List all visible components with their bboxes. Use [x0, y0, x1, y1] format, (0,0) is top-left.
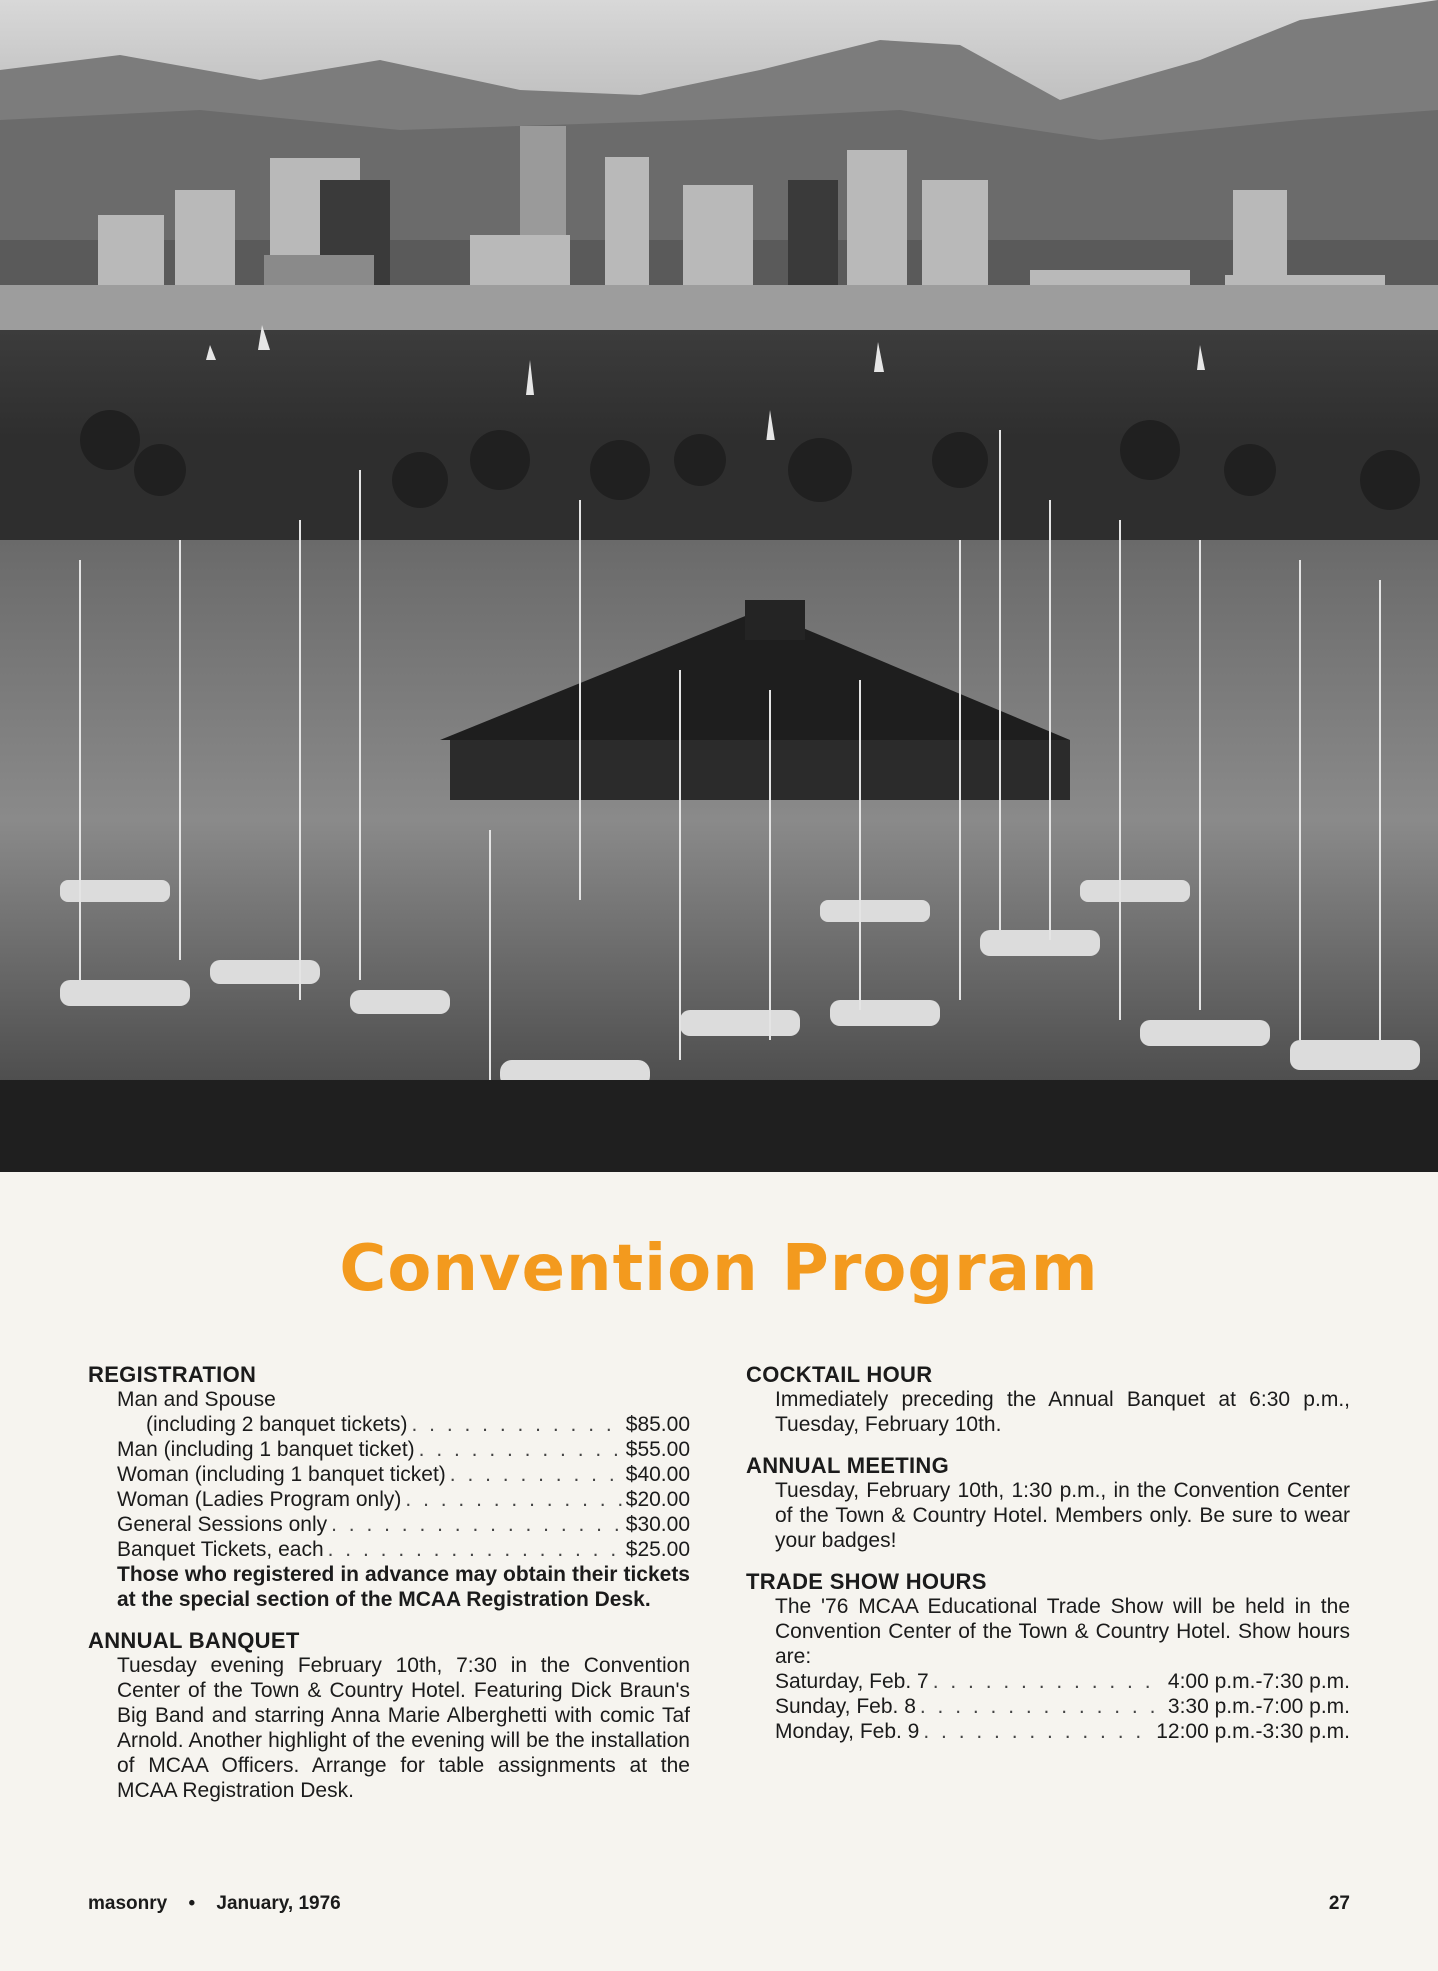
- annual-meeting-heading: ANNUAL MEETING: [746, 1453, 950, 1478]
- hours-row: Sunday, Feb. 8 . . . 3:30 p.m.-7:00 p.m.: [775, 1694, 1350, 1719]
- publication-name: masonry: [88, 1893, 168, 1914]
- price-row: Woman (Ladies Program only) . . . $20.00: [117, 1487, 690, 1512]
- price-row: Man (including 1 banquet ticket) . . . $55.00: [117, 1437, 690, 1462]
- registration-note: Those who registered in advance may obtain their tickets at the special section of the MCAA Registration Desk.: [117, 1563, 690, 1611]
- cocktail-hour-text: Immediately preceding the Annual Banquet at 6:30 p.m., Tuesday, February 10th.: [775, 1388, 1350, 1436]
- annual-meeting-text: Tuesday, February 10th, 1:30 p.m., in the Convention Center of the Town & Country Hotel. Members only. Be sure to wear your badges!: [775, 1479, 1350, 1552]
- cocktail-hour-heading: COCKTAIL HOUR: [746, 1362, 933, 1387]
- publication-date: January, 1976: [216, 1893, 341, 1914]
- man-spouse-label: Man and Spouse: [117, 1388, 276, 1411]
- price-row: Woman (including 1 banquet ticket) . . . $40.00: [117, 1462, 690, 1487]
- annual-banquet-section: [88, 1628, 690, 1803]
- page-title: Convention Program: [339, 1232, 1099, 1306]
- registration-section: [88, 1362, 690, 1612]
- hours-row: Monday, Feb. 9 . . . 12:00 p.m.-3:30 p.m.: [775, 1719, 1350, 1744]
- trade-show-section: [746, 1569, 1350, 1744]
- trade-show-text: The '76 MCAA Educational Trade Show will be held in the Convention Center of the Town & Country Hotel. Show hours are:: [775, 1595, 1350, 1668]
- annual-meeting-section: [746, 1453, 1350, 1553]
- price-row: Banquet Tickets, each . . . $25.00: [117, 1537, 690, 1562]
- annual-banquet-text: Tuesday evening February 10th, 7:30 in the Convention Center of the Town & Country Hotel. Featuring Dick Braun's Big Band and starring Anna Marie Alberghetti with comic Taf Arnold. Another highlight of the evening will be the installation of MCAA Officers. Arrange for table assignments at the MCAA Registration Desk.: [117, 1654, 690, 1802]
- footer-bullet: •: [188, 1893, 196, 1914]
- left-column: [88, 1362, 690, 1819]
- trade-show-heading: TRADE SHOW HOURS: [746, 1569, 987, 1594]
- footer-left: [88, 1893, 357, 1915]
- price-row: (including 2 banquet tickets) . . . $85.00: [117, 1412, 690, 1437]
- hours-row: Saturday, Feb. 7 . . . 4:00 p.m.-7:30 p.m.: [775, 1669, 1350, 1694]
- right-column: [746, 1362, 1350, 1760]
- registration-heading: REGISTRATION: [88, 1362, 257, 1387]
- registration-body: [88, 1387, 690, 1612]
- cocktail-hour-section: [746, 1362, 1350, 1437]
- trade-show-body: [746, 1594, 1350, 1744]
- annual-banquet-heading: ANNUAL BANQUET: [88, 1628, 300, 1653]
- price-row: General Sessions only . . . $30.00: [117, 1512, 690, 1537]
- page-number: 27: [1328, 1893, 1350, 1914]
